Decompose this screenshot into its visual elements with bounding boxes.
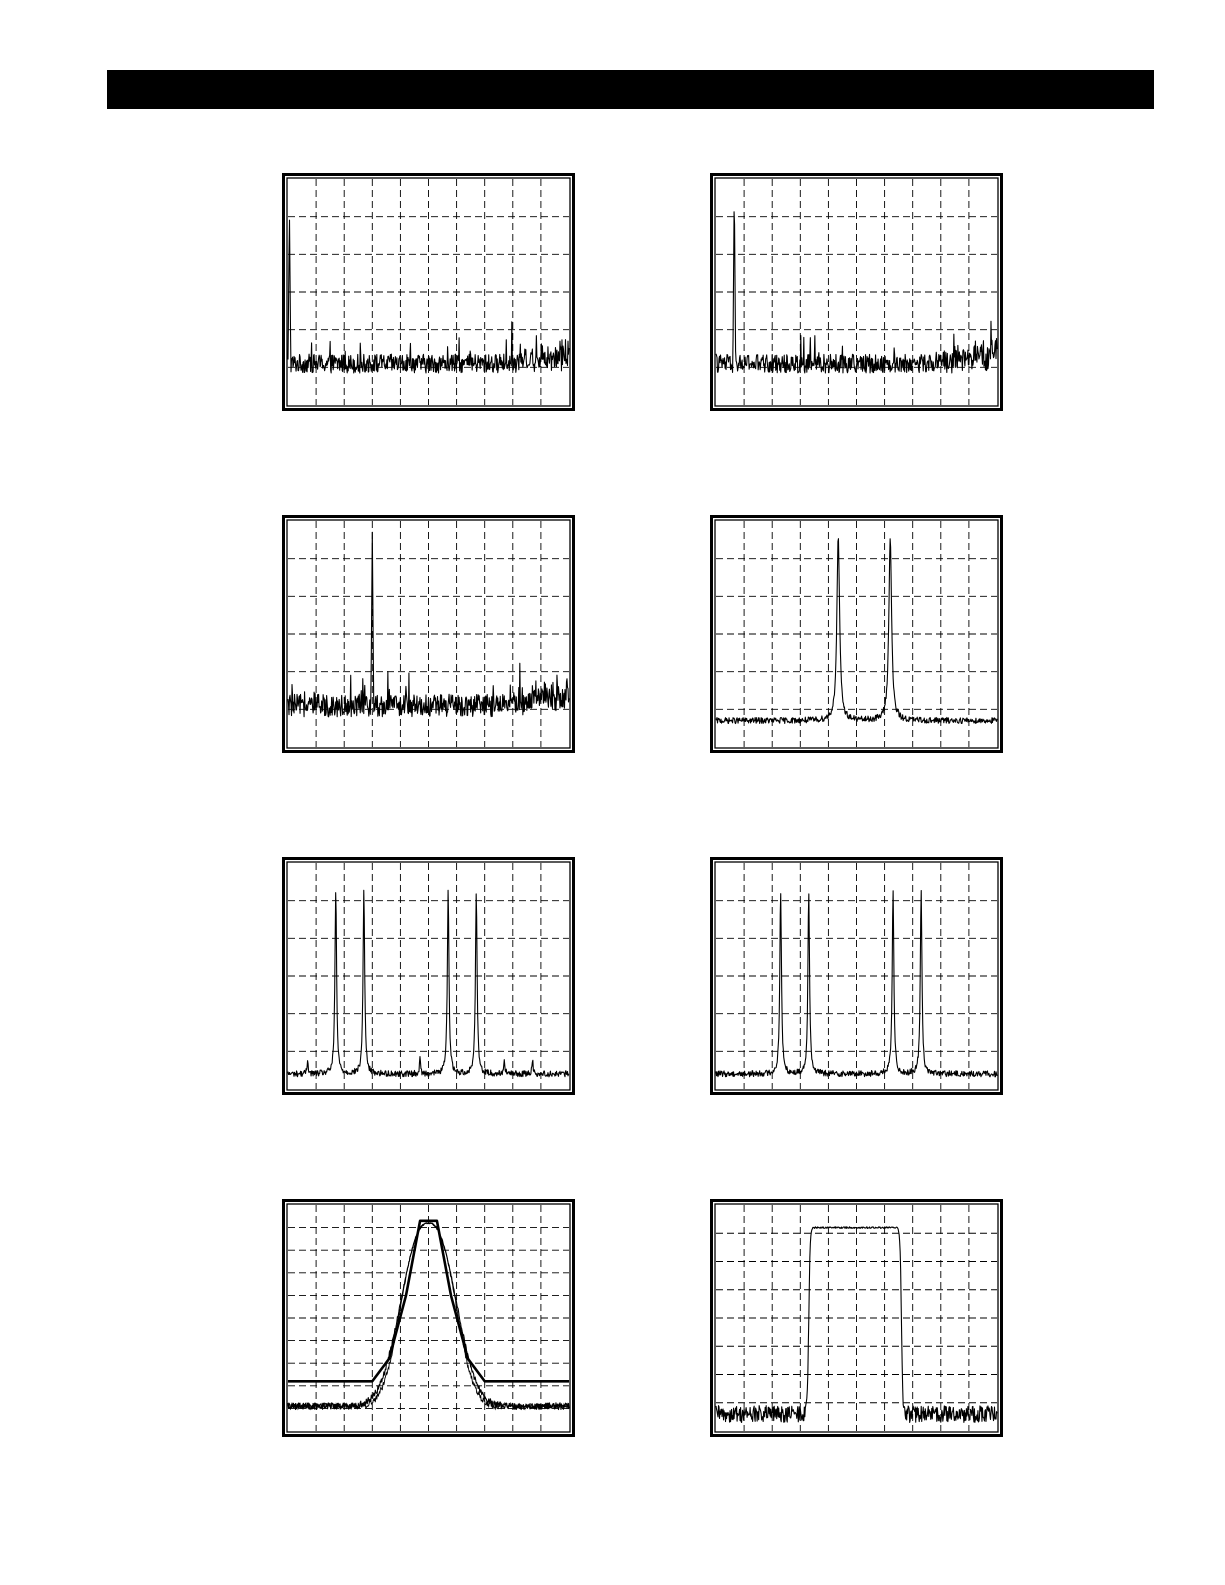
- spectrum-plot-3: [282, 515, 575, 753]
- spectrum-plot-5: [282, 857, 575, 1095]
- header-bar: [107, 70, 1154, 109]
- spectrum-chart-svg: [282, 173, 575, 411]
- spectrum-plot-7: [282, 1199, 575, 1437]
- spectrum-plot-8: [710, 1199, 1003, 1437]
- spectrum-chart-svg: [710, 1199, 1003, 1437]
- spectrum-plot-1: [282, 173, 575, 411]
- spectrum-plot-2: [710, 173, 1003, 411]
- spectrum-chart-svg: [282, 1199, 575, 1437]
- spectrum-plot-6: [710, 857, 1003, 1095]
- spectrum-chart-svg: [282, 515, 575, 753]
- spectrum-chart-svg: [710, 173, 1003, 411]
- spectrum-chart-svg: [710, 515, 1003, 753]
- spectrum-chart-svg: [282, 857, 575, 1095]
- spectrum-plot-4: [710, 515, 1003, 753]
- spectrum-chart-svg: [710, 857, 1003, 1095]
